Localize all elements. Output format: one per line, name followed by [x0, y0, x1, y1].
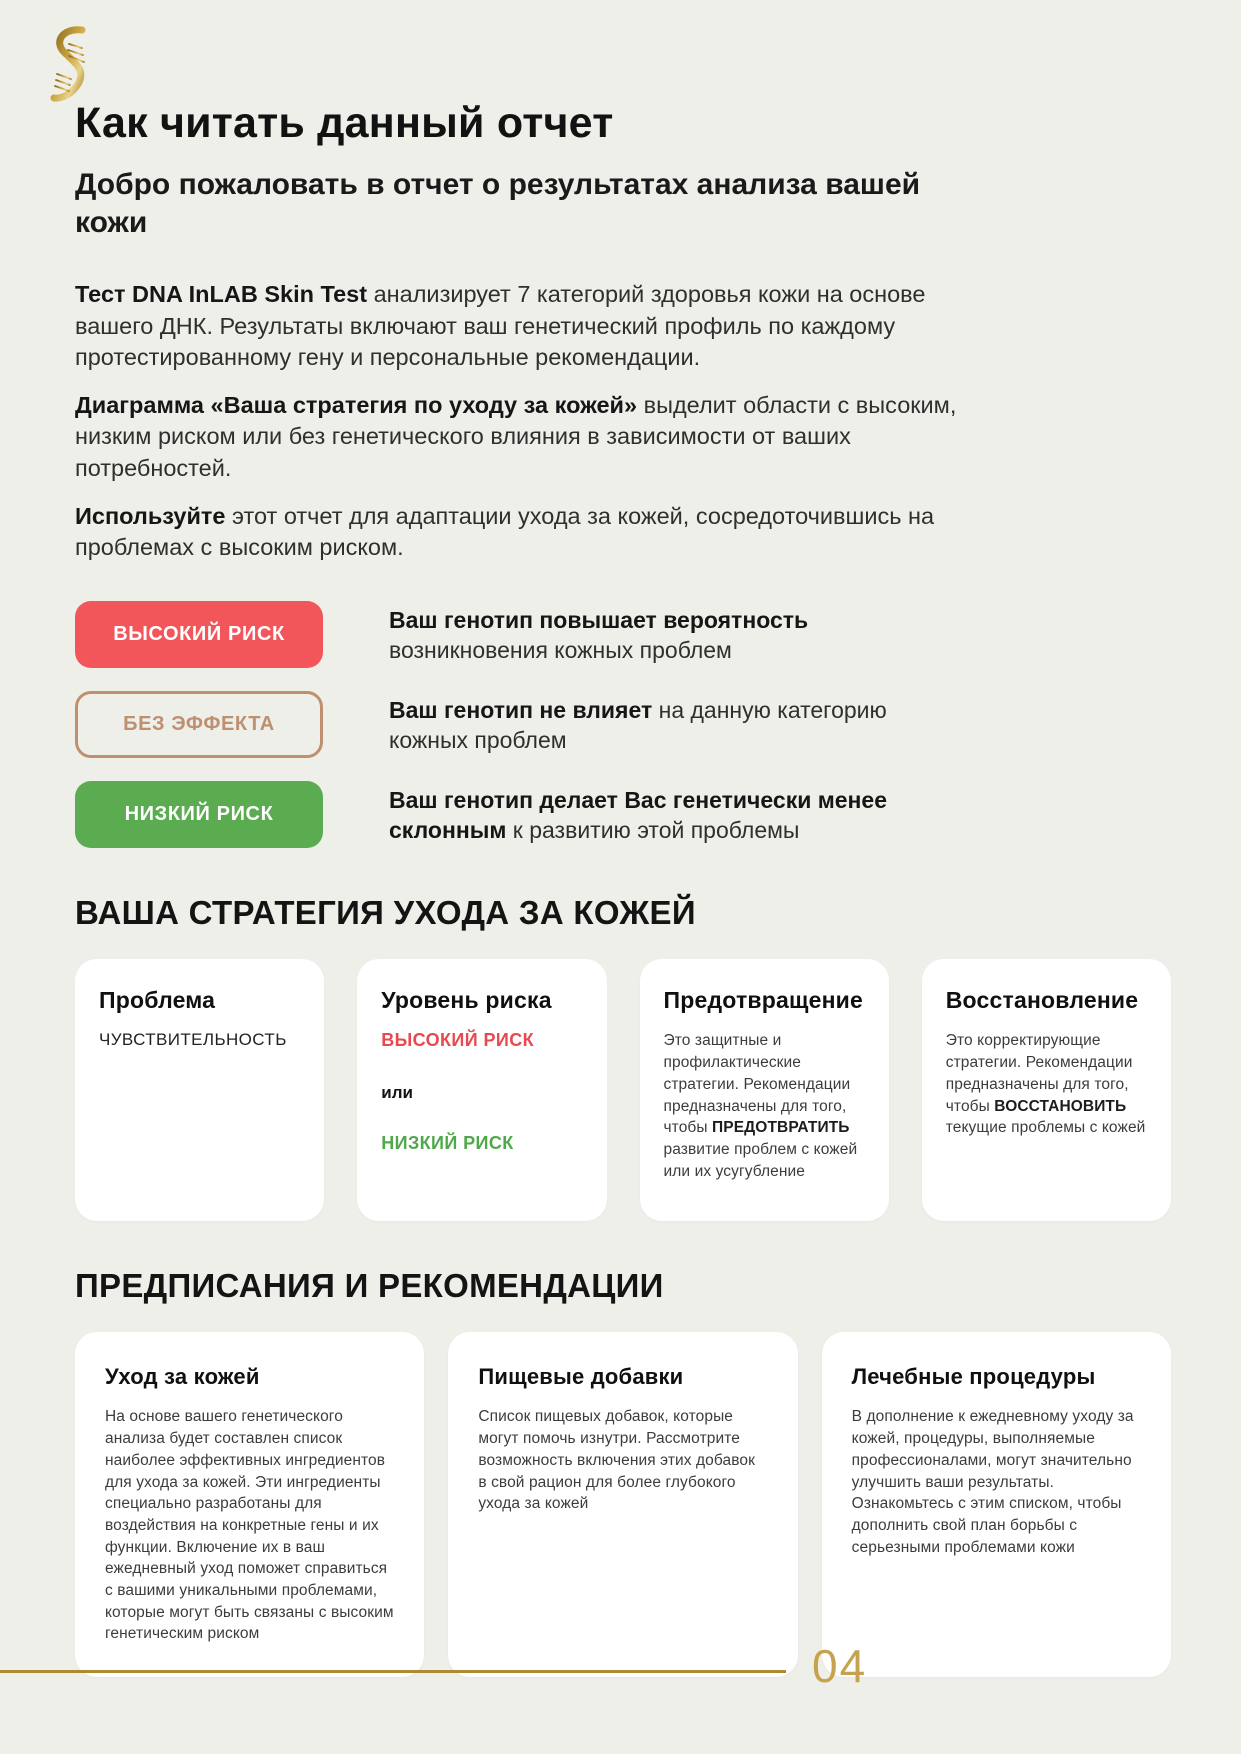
card-problem-value: ЧУВСТВИТЕЛЬНОСТЬ: [99, 1030, 287, 1050]
card-risk-level: [357, 959, 606, 1221]
intro-paragraph-2: Диаграмма «Ваша стратегия по уходу за кожей» выделит области с высоким, низким риском или без генетического влияния в зависимости от ваших потребностей.: [75, 392, 957, 481]
low-risk-description: Ваш генотип делает Вас генетически менее склонным к развитию этой проблемы: [389, 786, 888, 843]
high-risk-description: Ваш генотип повышает вероятность возникновения кожных проблем: [389, 606, 809, 663]
risk-or-label: или: [381, 1083, 413, 1103]
card-prevention-title: Предотвращение: [663, 987, 864, 1014]
no-effect-description: Ваш генотип не влияет на данную категорию кожных проблем: [389, 696, 887, 753]
card-prevention: [640, 959, 889, 1221]
footer-divider: [0, 1670, 786, 1673]
card-restoration-body: Это корректирующие стратегии. Рекомендации предназначены для того, чтобы ВОССТАНОВИТЬ текущие проблемы с кожей: [945, 1032, 1146, 1137]
dna-helix-icon: [42, 26, 100, 104]
intro-paragraph-3: Используйте этот отчет для адаптации ухода за кожей, сосредоточившись на проблемах с высоким риском.: [75, 502, 935, 561]
prescription-cards: [75, 1332, 1171, 1677]
prescriptions-section-title: ПРЕДПИСАНИЯ И РЕКОМЕНДАЦИИ: [75, 1267, 664, 1305]
card-treatments: [822, 1332, 1171, 1677]
card-prevention-body: Это защитные и профилактические стратегии. Рекомендации предназначены для того, чтобы ПРЕДОТВРАТИТЬ развитие проблем с кожей или их усугубление: [663, 1032, 858, 1180]
card-supplements: [448, 1332, 797, 1677]
page-number: 04: [812, 1640, 868, 1692]
card-problem: [75, 959, 324, 1221]
card-problem-title: Проблема: [99, 987, 216, 1014]
page-subtitle: Добро пожаловать в отчет о результатах анализа вашей кожи: [75, 168, 921, 239]
risk-legend: [75, 601, 1171, 848]
intro-paragraph-1: Тест DNA InLAB Skin Test анализирует 7 категорий здоровья кожи на основе вашего ДНК. Результаты включают ваш генетический профиль по каждому протестированному гену и персональные рекомендации.: [75, 281, 926, 370]
card-risk-title: Уровень риска: [381, 987, 552, 1014]
legend-row-no-effect: [75, 691, 1171, 758]
card-restoration-title: Восстановление: [945, 987, 1139, 1014]
low-risk-badge: НИЗКИЙ РИСК: [75, 781, 323, 848]
card-treatments-title: Лечебные процедуры: [851, 1364, 1096, 1390]
legend-row-high-risk: [75, 601, 1171, 668]
card-supplements-body: Список пищевых добавок, которые могут помочь изнутри. Рассмотрите возможность включения этих добавок в свой рацион для более глубокого ухода за кожей: [478, 1408, 756, 1513]
no-effect-badge: БЕЗ ЭФФЕКТА: [75, 691, 323, 758]
card-skincare: [75, 1332, 424, 1677]
risk-low-label: НИЗКИЙ РИСК: [381, 1133, 514, 1154]
card-restoration: [922, 959, 1171, 1221]
strategy-section-title: ВАША СТРАТЕГИЯ УХОДА ЗА КОЖЕЙ: [75, 894, 696, 932]
high-risk-badge: ВЫСОКИЙ РИСК: [75, 601, 323, 668]
legend-row-low-risk: [75, 781, 1171, 848]
page-title: Как читать данный отчет: [75, 99, 614, 147]
card-skincare-body: На основе вашего генетического анализа будет составлен список наиболее эффективных ингредиентов для ухода за кожей. Эти ингредиенты специально разработаны для воздействия на конкретные гены и их функции. Включение их в ваш ежедневный уход поможет справиться с вашими уникальными проблемами, которые могут быть связаны с высоким генетическим риском: [105, 1408, 394, 1643]
card-supplements-title: Пищевые добавки: [478, 1364, 684, 1390]
risk-high-label: ВЫСОКИЙ РИСК: [381, 1030, 535, 1051]
card-treatments-body: В дополнение к ежедневному уходу за кожей, процедуры, выполняемые профессионалами, могут значительно улучшить ваши результаты. Ознакомьтесь с этим списком, чтобы дополнить свой план борьбы с серьезными проблемами кожи: [851, 1408, 1134, 1556]
card-skincare-title: Уход за кожей: [105, 1364, 260, 1390]
strategy-cards: [75, 959, 1171, 1221]
